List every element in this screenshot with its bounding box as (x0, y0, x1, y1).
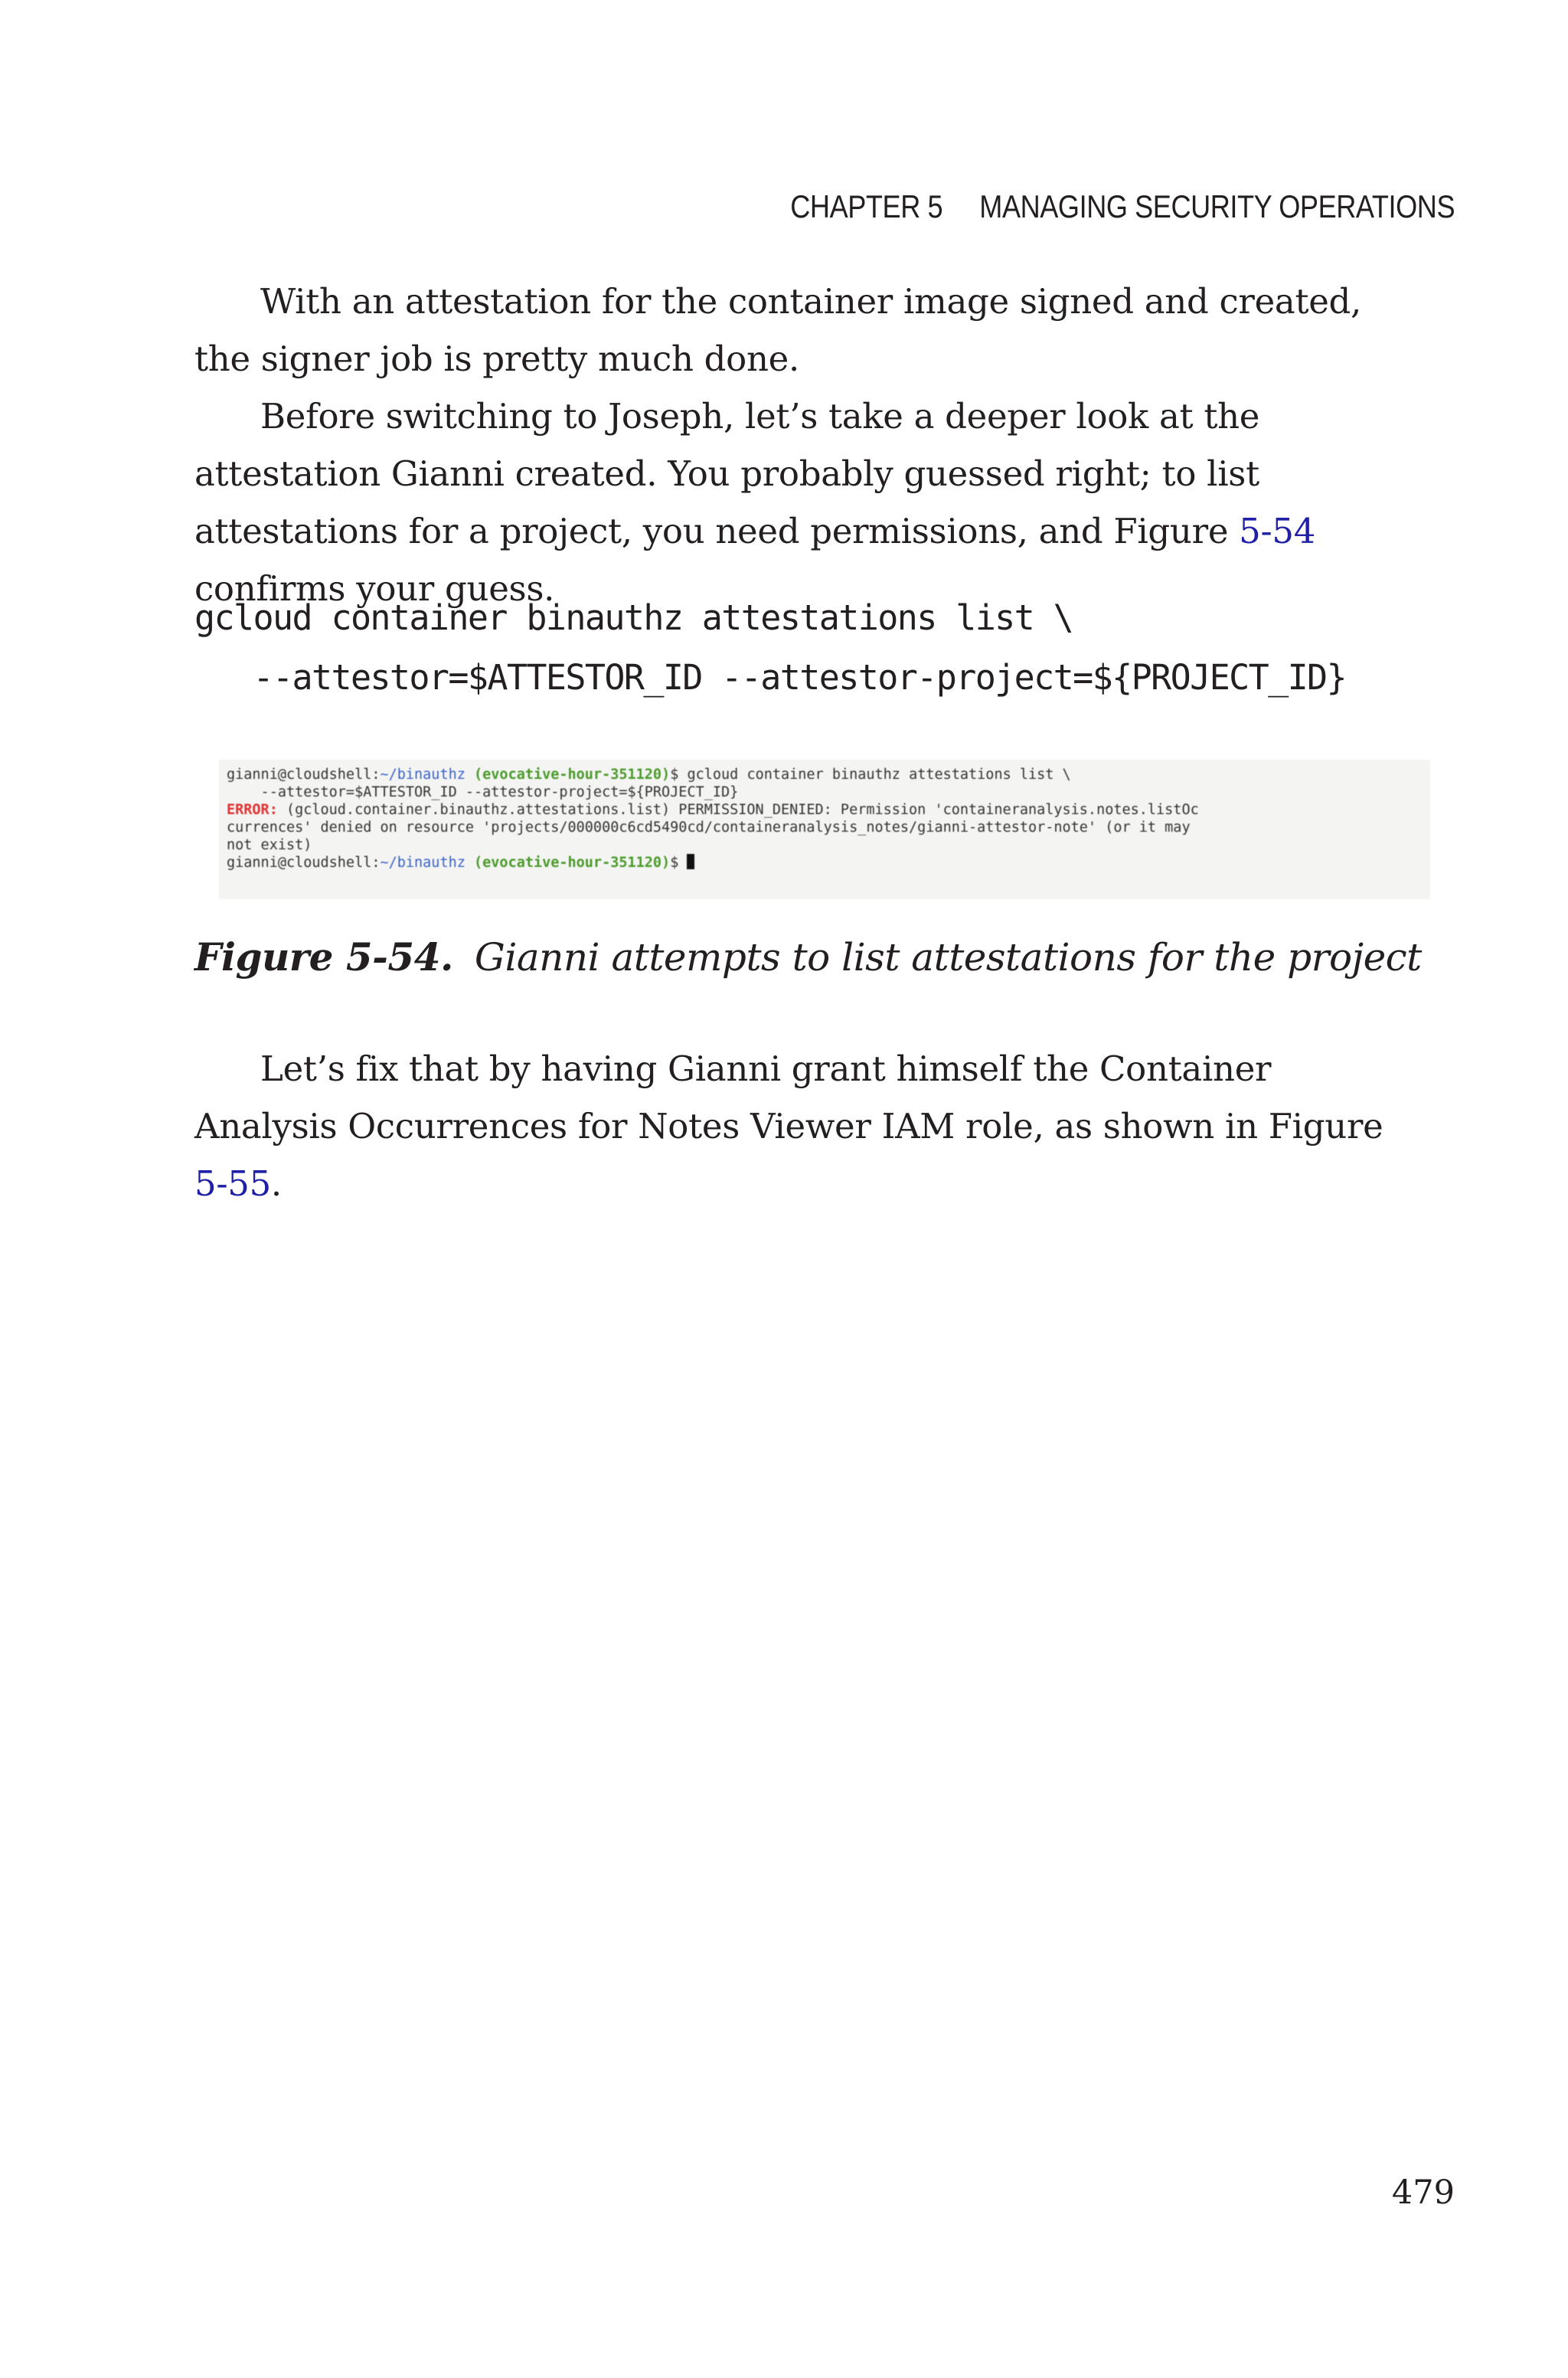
figure-5-55-link[interactable]: 5-55 (194, 1163, 271, 1204)
figure-label: Figure 5-54. (194, 934, 453, 980)
figure-caption-text: Gianni attempts to list attestations for the project (474, 935, 1422, 980)
terminal-line-1 (227, 766, 1423, 783)
paragraph-3-text: Let’s fix that by having Gianni grant himself the Container Analysis Occurrences for Notes Viewer IAM role, as shown in Figure (194, 1048, 1383, 1146)
terminal-screenshot (219, 760, 1430, 899)
paragraph-1: With an attestation for the container image signed and created, the signer job is pretty much done. (194, 281, 1362, 379)
chapter-label: CHAPTER 5 (790, 188, 943, 224)
terminal-line-5: not exist) (227, 837, 312, 853)
code-line-1: gcloud container binauthz attestations list \ (194, 597, 1073, 638)
running-head (790, 188, 1455, 225)
terminal-cursor (687, 854, 694, 869)
terminal-prompt-path-2: ~/binauthz (380, 855, 466, 871)
terminal-error-label: ERROR: (227, 802, 278, 818)
paragraph-2-tail: confirms your guess. (194, 568, 555, 609)
terminal-prompt-project-2: (evocative-hour-351120) (474, 855, 671, 871)
figure-5-54-link[interactable]: 5-54 (1239, 511, 1316, 551)
terminal-prompt-path: ~/binauthz (380, 767, 466, 783)
terminal-line-3 (227, 801, 1423, 819)
terminal-line-4: currences' denied on resource 'projects/000000c6cd5490cd/containeranalysis_notes/gianni-attestor-note' (or it may (227, 819, 1191, 836)
terminal-line-6 (227, 854, 1423, 872)
code-line-2: --attestor=$ATTESTOR_ID --attestor-project=${PROJECT_ID} (194, 657, 1347, 698)
page-number: 479 (1391, 2174, 1455, 2212)
terminal-command-1: gcloud container binauthz attestations list \ (678, 767, 1071, 783)
paragraph-2 (194, 388, 1396, 617)
terminal-prompt-user: gianni@cloudshell: (227, 767, 381, 783)
terminal-prompt-user-2: gianni@cloudshell: (227, 855, 381, 871)
terminal-line-2: --attestor=$ATTESTOR_ID --attestor-project=${PROJECT_ID} (227, 784, 739, 800)
paragraph-3-tail: . (270, 1163, 282, 1204)
code-block (194, 588, 1346, 708)
terminal-prompt-project: (evocative-hour-351120) (474, 767, 671, 783)
terminal-error-1: (gcloud.container.binauthz.attestations.list) PERMISSION_DENIED: Permission 'containeranalysis.notes.listOc (277, 802, 1199, 818)
terminal-prompt-symbol: $ (670, 767, 679, 783)
figure-caption (194, 934, 1422, 980)
paragraph-2-text: Before switching to Joseph, let’s take a deeper look at the attestation Gianni created. You probably guessed right; to list attestations for a project, you need permissions, and Figure (194, 396, 1260, 551)
paragraph-3 (194, 1040, 1396, 1212)
chapter-title: MANAGING SECURITY OPERATIONS (979, 188, 1455, 224)
terminal-prompt-symbol-2: $ (670, 855, 679, 871)
